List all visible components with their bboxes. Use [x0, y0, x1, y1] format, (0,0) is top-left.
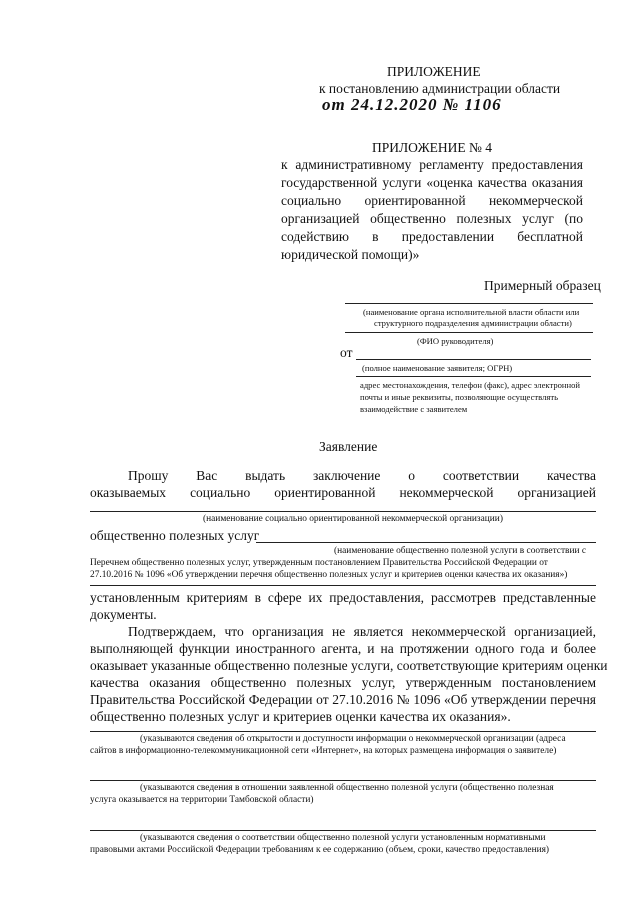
regulation-line: к административному регламенту предоставления — [281, 157, 583, 172]
confirm-line: Правительства Российской Федерации от 27.10.2016 № 1096 «Об утверждении перечня — [90, 692, 596, 707]
service-info-caption: услуга оказывается на территории Тамбовской области) — [90, 795, 314, 805]
contacts-caption: адрес местонахождения, телефон (факс), адрес электронной — [360, 380, 581, 390]
openness-caption: сайтов в информационно-телекоммуникационной сети «Интернет», на которых размещена информация о заявителе) — [90, 746, 557, 756]
openness-caption: (указываются сведения об открытости и доступности информации о некоммерческой организации (адреса — [140, 734, 566, 744]
compliance-caption: (указываются сведения о соответствии общественно полезной услуги установленным нормативными — [140, 833, 546, 843]
appendix-4-title: ПРИЛОЖЕНИЕ № 4 — [372, 140, 493, 155]
criteria-line: документы. — [90, 607, 157, 622]
contacts-caption: почты и иные реквизиты, позволяющие осуществлять — [360, 392, 559, 402]
organization-field-line — [90, 511, 596, 512]
regulation-line: организацией общественно полезных услуг (по — [281, 211, 583, 226]
authority-field-line — [345, 303, 593, 304]
services-label: общественно полезных услуг — [90, 528, 260, 543]
service-info-caption: (указываются сведения в отношении заявленной общественно полезной услуги (общественно полезная — [140, 783, 554, 793]
head-name-caption: (ФИО руководителя) — [417, 336, 494, 346]
compliance-field-line — [90, 830, 596, 831]
authority-caption: структурного подразделения администрации области) — [374, 318, 572, 328]
openness-field-line — [90, 731, 596, 732]
confirm-line: общественно полезных услуг и критериев оценки качества их оказания». — [90, 709, 511, 724]
applicant-field-line — [356, 359, 591, 360]
appendix-subtitle: к постановлению администрации области — [319, 81, 561, 96]
regulation-line: содействию в предоставлении бесплатной — [281, 229, 583, 244]
confirm-line: качества оказания общественно полезных услуг, утвержденным постановлением — [90, 675, 596, 690]
service-info-field-line — [90, 780, 596, 781]
head-name-field-line — [345, 332, 593, 333]
contacts-caption: взаимодействие с заявителем — [360, 404, 468, 414]
compliance-caption: правовыми актами Российской Федерации требованиям к ее содержанию (объем, сроки, качество предоставления) — [90, 845, 550, 855]
authority-caption: (наименование органа исполнительной власти области или — [363, 307, 580, 317]
applicant-field-line-2 — [356, 376, 591, 377]
criteria-line: установленным критериям в сфере их предоставления, рассмотрев представленные — [90, 590, 596, 605]
services-field-line — [256, 542, 596, 543]
request-line: оказываемых социально ориентированной некоммерческой организацией — [90, 485, 596, 500]
services-caption: Перечнем общественно полезных услуг, утвержденным постановлением Правительства Российской Федерации от — [90, 558, 548, 568]
organization-caption: (наименование социально ориентированной некоммерческой организации) — [203, 514, 503, 524]
services-caption: (наименование общественно полезной услуги в соответствии с — [334, 546, 587, 556]
regulation-line: социально ориентированной некоммерческой — [281, 193, 583, 208]
regulation-line: юридической помощи)» — [281, 247, 420, 262]
services-caption: 27.10.2016 № 1096 «Об утверждении перечня общественно полезных услуг и критериев оценки качества их оказания») — [90, 570, 568, 580]
confirm-line: оказывает указанные общественно полезные услуги, соответствующие критериям оценки — [90, 658, 608, 673]
request-line: Прошу Вас выдать заключение о соответствии качества — [128, 468, 596, 483]
regulation-line: государственной услуги «оценка качества оказания — [281, 175, 583, 190]
from-label: от — [340, 345, 353, 360]
handwritten-date-number: от 24.12.2020 № 1106 — [322, 95, 502, 114]
appendix-title: ПРИЛОЖЕНИЕ — [387, 64, 481, 79]
services-field-line-2 — [90, 585, 596, 586]
confirm-line: Подтверждаем, что организация не является некоммерческой организацией, — [128, 624, 596, 639]
confirm-line: выполняющей функции иностранного агента, и на протяжении одного года и более — [90, 641, 596, 656]
document-title: Заявление — [319, 439, 378, 454]
sample-label: Примерный образец — [484, 278, 601, 293]
applicant-caption: (полное наименование заявителя; ОГРН) — [362, 363, 513, 373]
